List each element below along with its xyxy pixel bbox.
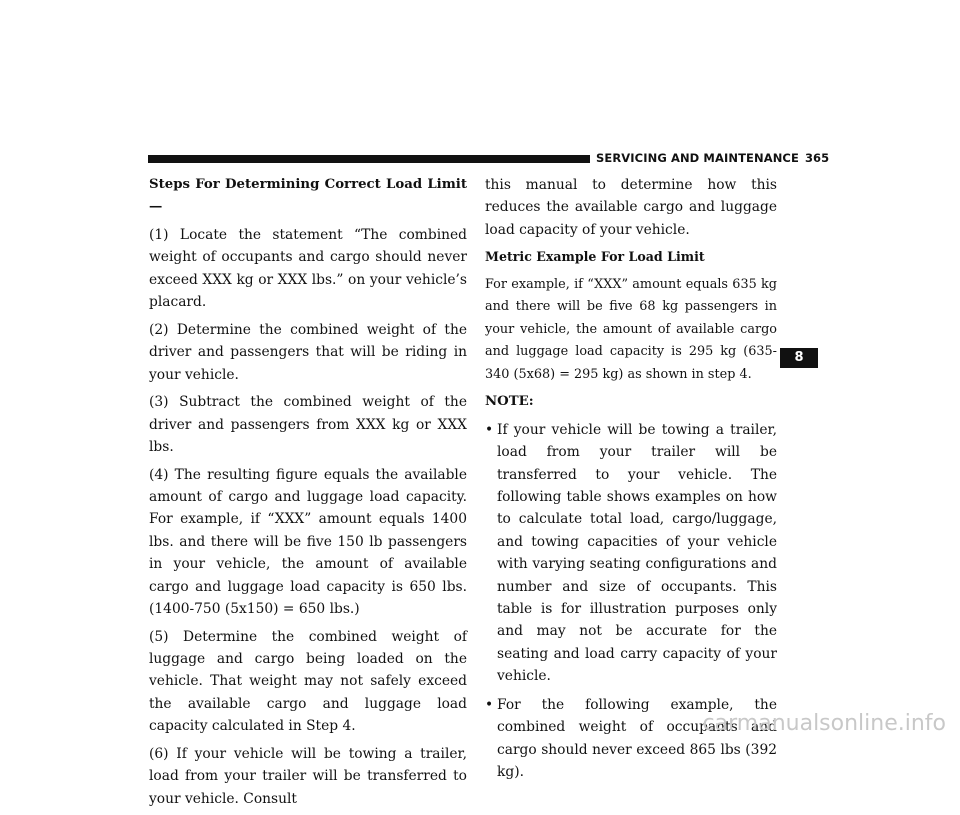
- bullet-text: For the following example, the combined weight of occupants and cargo should never exceed 865 lbs (392 kg).: [497, 696, 777, 780]
- section-heading: Steps For Determining Correct Load Limit—: [149, 177, 467, 215]
- bullet-symbol: •: [485, 696, 494, 713]
- left-column: [149, 174, 467, 815]
- metric-heading: Metric Example For Load Limit: [485, 249, 705, 265]
- watermark: carmanualsonline.info: [702, 711, 946, 736]
- step-1-paragraph: (1) Locate the statement “The combined weight of occupants and cargo should never exceed XXX kg or XXX lbs.” on your vehicle’s placard.: [149, 227, 467, 311]
- right-column: [485, 174, 777, 789]
- header-rule: [148, 155, 590, 163]
- note-bullet-2: [485, 694, 777, 784]
- section-title: SERVICING AND MAINTENANCE: [596, 151, 799, 165]
- continuation-paragraph: this manual to determine how this reduces the available cargo and luggage load capacity of your vehicle.: [485, 177, 777, 238]
- step-4-paragraph: (4) The resulting figure equals the available amount of cargo and luggage load capacity. For example, if “XXX” amount equals 1400 lbs. and there will be five 150 lb passengers in your vehicle, the amount of available cargo and luggage load capacity is 650 lbs. (1400-750 (5x150) = 650 lbs.): [149, 466, 467, 618]
- page-number: 365: [804, 151, 830, 165]
- metric-paragraph: For example, if “XXX” amount equals 635 kg and there will be five 68 kg passengers in your vehicle, the amount of available cargo and luggage load capacity is 295 kg (635-340 (5x68) = 295 kg) as shown in step 4.: [485, 277, 777, 382]
- step-3-paragraph: (3) Subtract the combined weight of the driver and passengers from XXX kg or XXX lbs.: [149, 394, 467, 456]
- bullet-text: If your vehicle will be towing a trailer, load from your trailer will be transferred to your vehicle. The following table shows examples on how to calculate total load, cargo/luggage, and towing capacities of your vehicle with varying seating configurations and number and size of occupants. This table is for illustration purposes only and may not be accurate for the seating and load carry capacity of your vehicle.: [497, 421, 777, 685]
- step-6-paragraph: (6) If your vehicle will be towing a trailer, load from your trailer will be transferred to your vehicle. Consult: [149, 745, 467, 807]
- step-5-paragraph: (5) Determine the combined weight of luggage and cargo being loaded on the vehicle. That weight may not safely exceed the available cargo and luggage load capacity calculated in Step 4.: [149, 628, 467, 735]
- running-header: [596, 151, 829, 165]
- step-2-paragraph: (2) Determine the combined weight of the driver and passengers that will be riding in your vehicle.: [149, 321, 467, 383]
- bullet-symbol: •: [485, 421, 494, 438]
- chapter-tab: [780, 348, 818, 368]
- chapter-number: 8: [794, 350, 804, 365]
- note-label: NOTE:: [485, 394, 534, 410]
- note-bullet-1: [485, 419, 777, 688]
